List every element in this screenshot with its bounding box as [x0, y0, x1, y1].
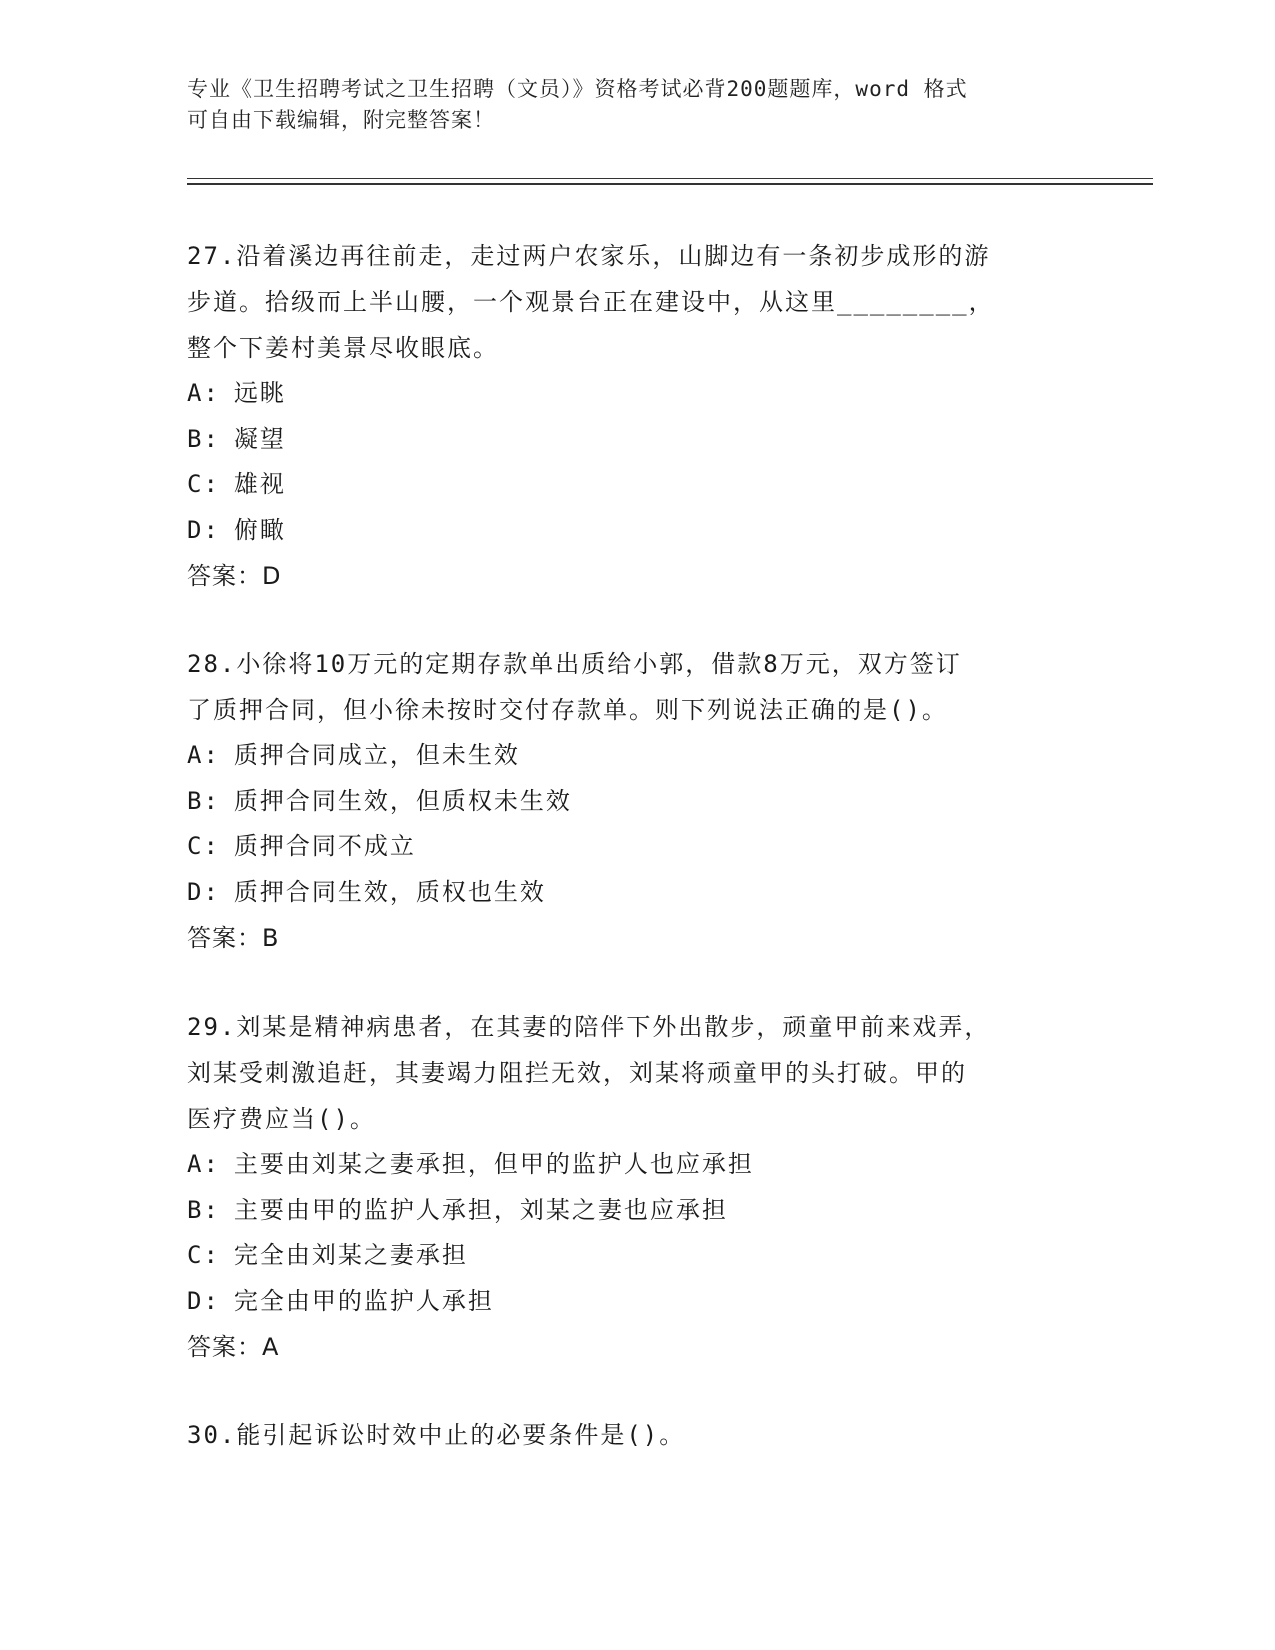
question-stem-line: 30.能引起诉讼时效中止的必要条件是()。 — [187, 1421, 686, 1449]
option-text: 主要由刘某之妻承担，但甲的监护人也应承担 — [233, 1150, 754, 1178]
option-b — [187, 1188, 1087, 1234]
question-29 — [187, 1004, 1087, 1370]
option-text: 质押合同生效，但质权未生效 — [233, 786, 572, 815]
header-line-1: 专业《卫生招聘考试之卫生招聘（文员）》资格考试必背200题题库，word 格式 — [187, 77, 968, 101]
option-b — [187, 417, 1087, 463]
answer-line: 答案：B — [187, 924, 280, 952]
header-line-2: 可自由下载编辑，附完整答案！ — [187, 108, 495, 132]
question-stem-line: 了质押合同，但小徐未按时交付存款单。则下列说法正确的是()。 — [187, 696, 948, 724]
option-d — [187, 1279, 1087, 1325]
option-key: B: — [187, 786, 220, 815]
option-key: C: — [187, 1241, 220, 1269]
question-stem-line: 步道。拾级而上半山腰，一个观景台正在建设中，从这里________， — [187, 288, 995, 316]
question-stem-line: 28.小徐将10万元的定期存款单出质给小郭，借款8万元，双方签订 — [187, 650, 962, 678]
option-key: C: — [187, 470, 220, 498]
option-key: D: — [187, 877, 220, 906]
option-text: 质押合同生效，质权也生效 — [233, 877, 546, 906]
option-b — [187, 779, 1087, 825]
option-a — [187, 371, 1087, 417]
option-key: A: — [187, 379, 220, 407]
option-a — [187, 733, 1087, 779]
question-30 — [187, 1412, 1087, 1458]
option-key: D: — [187, 515, 220, 544]
option-key: A: — [187, 1150, 220, 1178]
question-stem-line: 29.刘某是精神病患者，在其妻的陪伴下外出散步，顽童甲前来戏弄， — [187, 1013, 991, 1041]
option-key: B: — [187, 424, 220, 453]
option-text: 完全由甲的监护人承担 — [233, 1286, 494, 1315]
option-text: 俯瞰 — [233, 515, 286, 544]
option-key: D: — [187, 1286, 220, 1315]
option-text: 质押合同成立，但未生效 — [233, 741, 520, 769]
option-text: 主要由甲的监护人承担，刘某之妻也应承担 — [233, 1195, 728, 1224]
question-stem-line: 刘某受刺激追赶，其妻竭力阻拦无效，刘某将顽童甲的头打破。甲的 — [187, 1059, 967, 1087]
option-key: C: — [187, 832, 220, 860]
option-c — [187, 1233, 1087, 1279]
question-stem-line: 整个下姜村美景尽收眼底。 — [187, 334, 499, 362]
question-stem-line: 医疗费应当()。 — [187, 1105, 376, 1133]
document-header — [187, 74, 1087, 136]
option-a — [187, 1142, 1087, 1188]
option-text: 凝望 — [233, 424, 286, 453]
option-d — [187, 508, 1087, 554]
question-28 — [187, 641, 1087, 961]
answer-line: 答案：D — [187, 562, 282, 590]
option-text: 雄视 — [233, 470, 286, 498]
question-stem-line: 27.沿着溪边再往前走，走过两户农家乐，山脚边有一条初步成形的游 — [187, 242, 991, 270]
option-c — [187, 462, 1087, 508]
option-text: 完全由刘某之妻承担 — [233, 1241, 468, 1269]
option-c — [187, 824, 1087, 870]
option-text: 远眺 — [233, 379, 286, 407]
question-27 — [187, 233, 1087, 599]
header-divider-top — [187, 178, 1153, 179]
answer-line: 答案：A — [187, 1333, 280, 1361]
header-divider-bottom — [187, 183, 1153, 185]
option-key: A: — [187, 741, 220, 769]
option-text: 质押合同不成立 — [233, 832, 416, 860]
option-d — [187, 870, 1087, 916]
option-key: B: — [187, 1195, 220, 1224]
